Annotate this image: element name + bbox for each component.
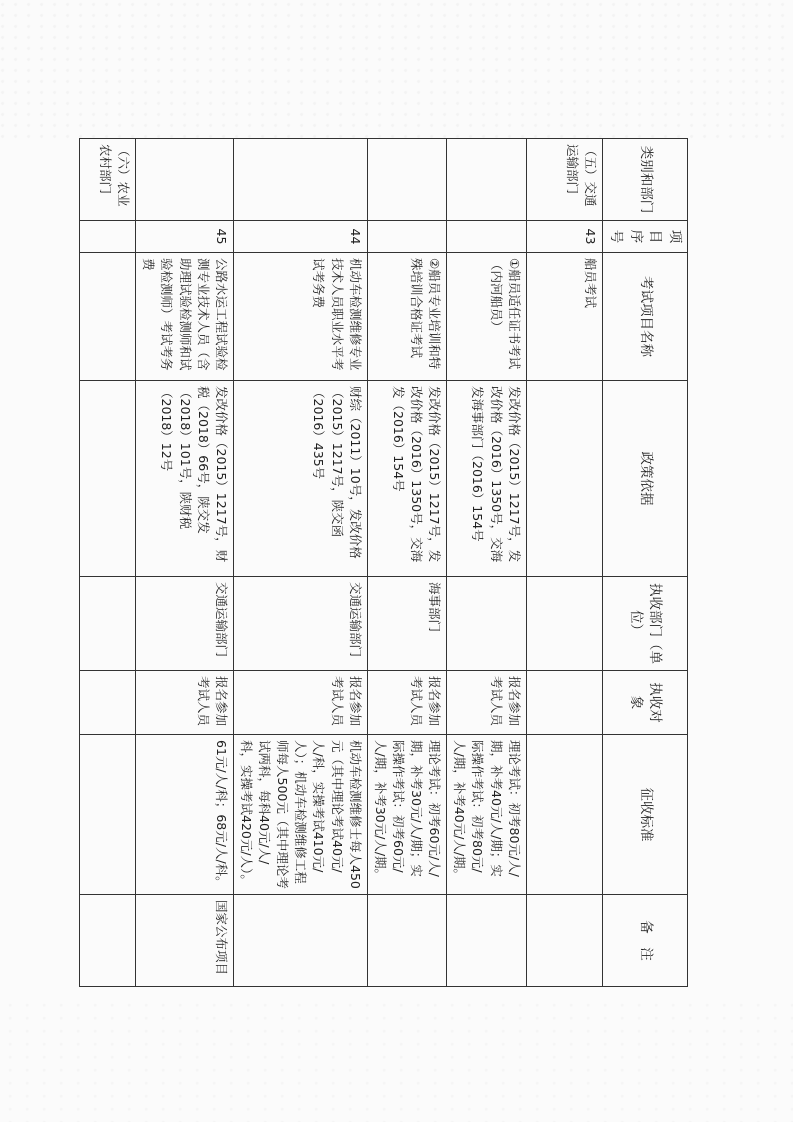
cell-collect-dept — [526, 577, 602, 671]
table-row — [526, 139, 602, 987]
cell-category: （五）交通运输部门 — [526, 139, 602, 221]
table-row — [136, 139, 234, 987]
cell-category — [447, 139, 527, 221]
cell-item-no: 43 — [526, 221, 602, 253]
exam-fee-table — [79, 138, 688, 987]
cell-target: 报名参加考试人员 — [233, 671, 367, 735]
cell-exam-name — [80, 253, 136, 381]
table-row — [447, 139, 527, 987]
cell-policy: 发改价格（2015）1217号，财税（2018）66号，陕交发（2018）101号，陕财税（2018）12号 — [136, 381, 234, 577]
cell-category — [367, 139, 447, 221]
table-row — [367, 139, 447, 987]
header-exam-name: 考试项目名称 — [602, 253, 687, 381]
cell-collect-dept: 交通运输部门 — [233, 577, 367, 671]
cell-standard: 机动车检测维修士每人450元（其中理论考试40元/人/科，实操考试410元/人）；机动车检测维修工程师每人500元（其中理论考试两科，每科40元/人/科，实操考试420元/人）。 — [233, 735, 367, 895]
cell-target: 报名参加考试人员 — [136, 671, 234, 735]
cell-remark — [367, 895, 447, 987]
cell-standard — [526, 735, 602, 895]
cell-policy — [80, 381, 136, 577]
cell-remark — [447, 895, 527, 987]
cell-target: 报名参加考试人员 — [367, 671, 447, 735]
table-row — [80, 139, 136, 987]
header-category: 类别和部门 — [602, 139, 687, 221]
cell-remark — [526, 895, 602, 987]
header-target: 执收对象 — [602, 671, 687, 735]
cell-policy — [526, 381, 602, 577]
cell-target: 报名参加考试人员 — [447, 671, 527, 735]
cell-exam-name: 公路水运工程试验检测专业技术人员（含助理试验检测师和试验检测师）考试考务费 — [136, 253, 234, 381]
cell-category — [233, 139, 367, 221]
rotated-fee-table-sheet — [98, 138, 688, 986]
cell-item-no — [80, 221, 136, 253]
cell-collect-dept — [80, 577, 136, 671]
cell-collect-dept — [447, 577, 527, 671]
cell-collect-dept: 交通运输部门 — [136, 577, 234, 671]
cell-standard: 61元/人/科；68元/人/科。 — [136, 735, 234, 895]
cell-category — [136, 139, 234, 221]
cell-item-no — [367, 221, 447, 253]
header-item-no: 项目序号 — [602, 221, 687, 253]
cell-policy: 财综（2011）10号，发改价格（2015）1217号，陕交函（2016）435号 — [233, 381, 367, 577]
scan-noise-bottom — [0, 1000, 793, 1122]
header-remark: 备 注 — [602, 895, 687, 987]
cell-exam-name: 机动车检测维修专业技术人员职业水平考试考务费 — [233, 253, 367, 381]
cell-remark — [233, 895, 367, 987]
cell-category: （六）农业农村部门 — [80, 139, 136, 221]
cell-item-no — [447, 221, 527, 253]
scan-noise-top — [0, 0, 793, 140]
cell-standard: 理论考试：初考80元/人/期，补考40元/人/期；实际操作考试：初考80元/人/期，补考40元/人/期。 — [447, 735, 527, 895]
header-collect-dept: 执收部门（单位） — [602, 577, 687, 671]
header-policy: 政策依据 — [602, 381, 687, 577]
table-header-row — [602, 139, 687, 987]
cell-exam-name: 船员考试 — [526, 253, 602, 381]
cell-target — [80, 671, 136, 735]
cell-item-no: 44 — [233, 221, 367, 253]
cell-remark: 国家公布项目 — [136, 895, 234, 987]
cell-collect-dept: 海事部门 — [367, 577, 447, 671]
table-row — [233, 139, 367, 987]
cell-target — [526, 671, 602, 735]
cell-policy: 发改价格（2015）1217号，发改价格（2016）1350号，交海发海事部门（2016）154号 — [447, 381, 527, 577]
cell-standard — [80, 735, 136, 895]
cell-exam-name: ①船员适任证书考试（内河船员） — [447, 253, 527, 381]
header-standard: 征收标准 — [602, 735, 687, 895]
cell-item-no: 45 — [136, 221, 234, 253]
cell-standard: 理论考试：初考60元/人/期，补考30元/人/期；实际操作考试：初考60元/人/期，补考30元/人/期。 — [367, 735, 447, 895]
cell-remark — [80, 895, 136, 987]
cell-policy: 发改价格（2015）1217号，发改价格（2016）1350号，交海发（2016）154号 — [367, 381, 447, 577]
cell-exam-name: ②船员专业培训和特殊培训合格证考试 — [367, 253, 447, 381]
